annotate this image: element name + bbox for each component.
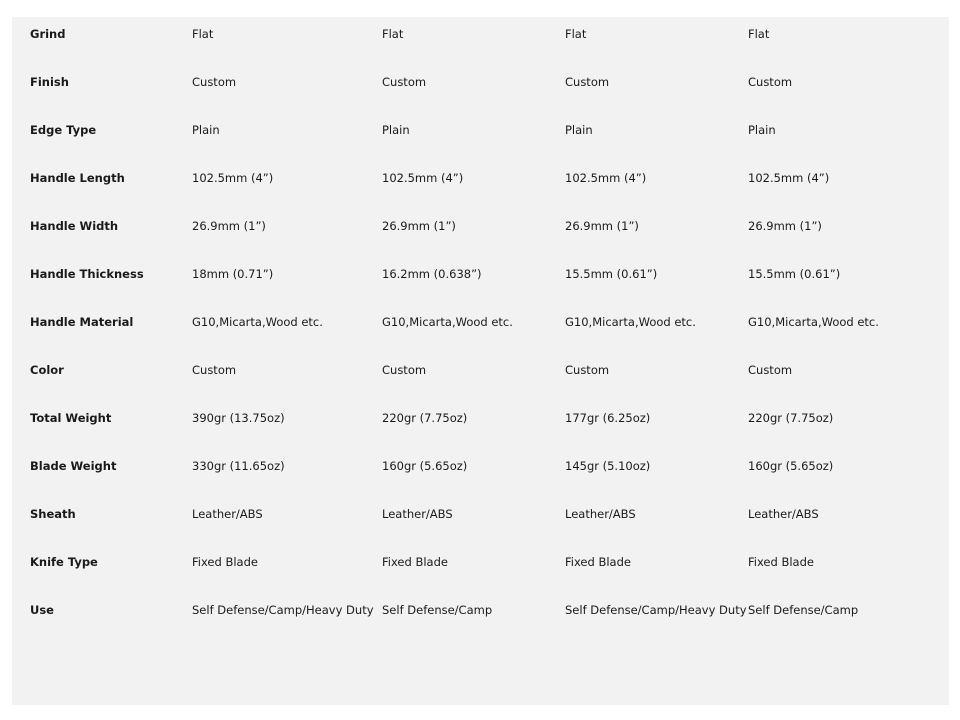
spec-value: 16.2mm (0.638”) [382, 267, 482, 281]
spec-label: Handle Material [30, 315, 134, 329]
spec-value: 15.5mm (0.61”) [565, 267, 658, 281]
spec-value: 102.5mm (4”) [565, 171, 647, 185]
spec-value: 26.9mm (1”) [748, 219, 822, 233]
spec-value: 102.5mm (4”) [748, 171, 830, 185]
spec-row-finish [12, 65, 949, 113]
spec-value: Leather/ABS [748, 507, 819, 521]
spec-row-blade-weight [12, 449, 949, 497]
spec-value: G10,Micarta,Wood etc. [748, 315, 879, 329]
spec-value: G10,Micarta,Wood etc. [565, 315, 696, 329]
spec-value: G10,Micarta,Wood etc. [192, 315, 323, 329]
spec-row-edge-type [12, 113, 949, 161]
spec-value: 220gr (7.75oz) [382, 411, 468, 425]
spec-row-grind [12, 17, 949, 65]
spec-value: Self Defense/Camp/Heavy Duty [192, 603, 374, 617]
spec-value: 26.9mm (1”) [192, 219, 266, 233]
spec-label: Finish [30, 75, 69, 89]
spec-value: 26.9mm (1”) [382, 219, 456, 233]
spec-label: Total Weight [30, 411, 112, 425]
spec-value: Custom [565, 363, 610, 377]
spec-value: 102.5mm (4”) [192, 171, 274, 185]
spec-value: Plain [192, 123, 220, 137]
spec-value: 102.5mm (4”) [382, 171, 464, 185]
spec-value: 220gr (7.75oz) [748, 411, 834, 425]
spec-value: Fixed Blade [382, 555, 448, 569]
spec-row-handle-material [12, 305, 949, 353]
spec-label: Blade Weight [30, 459, 117, 473]
spec-value: Custom [748, 75, 793, 89]
spec-value: Flat [382, 27, 404, 41]
spec-value: 160gr (5.65oz) [748, 459, 834, 473]
spec-value: Self Defense/Camp [382, 603, 493, 617]
spec-row-use [12, 593, 949, 641]
spec-row-handle-thickness [12, 257, 949, 305]
spec-value: 26.9mm (1”) [565, 219, 639, 233]
spec-value: 390gr (13.75oz) [192, 411, 285, 425]
spec-value: G10,Micarta,Wood etc. [382, 315, 513, 329]
spec-value: 18mm (0.71”) [192, 267, 274, 281]
spec-row-knife-type [12, 545, 949, 593]
spec-label: Edge Type [30, 123, 97, 137]
spec-row-total-weight [12, 401, 949, 449]
spec-value: 160gr (5.65oz) [382, 459, 468, 473]
spec-value: Flat [565, 27, 587, 41]
spec-value: Plain [382, 123, 410, 137]
spec-row-handle-width [12, 209, 949, 257]
spec-value: Custom [192, 75, 237, 89]
spec-label: Knife Type [30, 555, 98, 569]
spec-row-sheath [12, 497, 949, 545]
spec-value: Custom [565, 75, 610, 89]
spec-label: Grind [30, 27, 66, 41]
spec-value: 145gr (5.10oz) [565, 459, 651, 473]
spec-row-color [12, 353, 949, 401]
spec-row-handle-length [12, 161, 949, 209]
spec-value: 15.5mm (0.61”) [748, 267, 841, 281]
spec-value: Self Defense/Camp/Heavy Duty [565, 603, 747, 617]
spec-value: Self Defense/Camp [748, 603, 859, 617]
spec-value: Fixed Blade [748, 555, 814, 569]
spec-value: 330gr (11.65oz) [192, 459, 285, 473]
spec-value: Custom [382, 75, 427, 89]
spec-label: Color [30, 363, 64, 377]
spec-value: 177gr (6.25oz) [565, 411, 651, 425]
spec-label: Sheath [30, 507, 76, 521]
spec-value: Plain [565, 123, 593, 137]
spec-value: Custom [192, 363, 237, 377]
spec-label: Handle Width [30, 219, 119, 233]
spec-value: Custom [382, 363, 427, 377]
spec-label: Handle Thickness [30, 267, 144, 281]
spec-value: Leather/ABS [192, 507, 263, 521]
spec-label: Handle Length [30, 171, 125, 185]
spec-value: Flat [748, 27, 770, 41]
spec-value: Flat [192, 27, 214, 41]
spec-value: Leather/ABS [565, 507, 636, 521]
spec-value: Fixed Blade [565, 555, 631, 569]
spec-table [12, 17, 949, 705]
spec-label: Use [30, 603, 54, 617]
spec-value: Custom [748, 363, 793, 377]
spec-value: Plain [748, 123, 776, 137]
spec-value: Leather/ABS [382, 507, 453, 521]
spec-value: Fixed Blade [192, 555, 258, 569]
